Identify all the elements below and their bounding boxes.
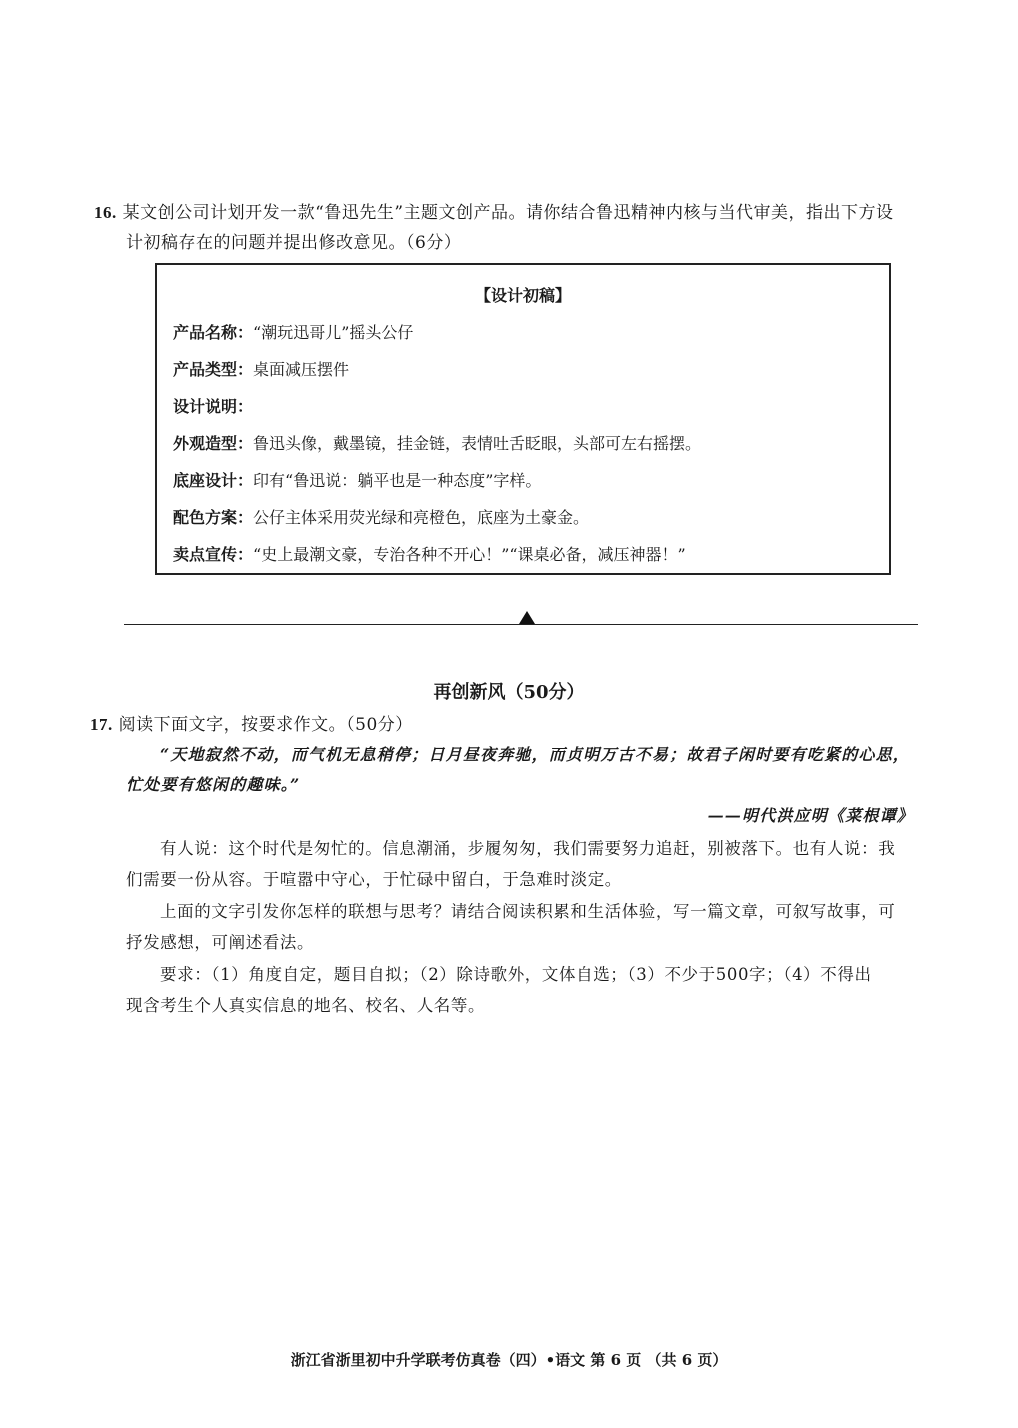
draft-row-color: 配色方案：公仔主体采用荧光绿和亮橙色，底座为土豪金。 [173,508,590,527]
para-2-line-1: 上面的文字引发你怎样的联想与思考？请结合阅读积累和生活体验，写一篇文章，可叙写故事，可 [160,902,896,921]
para-1-line-2: 们需要一份从容。于喧嚣中守心，于忙碌中留白，于急难时淡定。 [126,870,622,889]
section-divider [124,624,918,625]
draft-box [155,263,891,575]
quote-line-2: 忙处要有悠闲的趣味。” [126,775,301,794]
q16-number: 16. [94,203,117,222]
q17-line [90,710,413,735]
section-title: 再创新风（50分） [433,682,585,703]
page-footer: 浙江省浙里初中升学联考仿真卷（四）•语文 第 6 页 （共 6 页） [290,1351,728,1369]
para-3-line-2: 现含考生个人真实信息的地名、校名、人名等。 [126,996,486,1015]
q16-line-1 [94,198,894,223]
para-1-line-1: 有人说：这个时代是匆忙的。信息潮涌，步履匆匆，我们需要努力追赶，别被落下。也有人说：我 [160,839,896,858]
q16-line-2: 计初稿存在的问题并提出修改意见。（6分） [126,233,462,253]
draft-row-appearance: 外观造型：鲁迅头像，戴墨镜，挂金链，表情吐舌眨眼，头部可左右摇摆。 [173,434,702,453]
draft-row-name: 产品名称：“潮玩迅哥儿”摇头公仔 [173,323,414,342]
draft-title: 【设计初稿】 [474,286,571,305]
para-3-line-1: 要求：（1）角度自定，题目自拟；（2）除诗歌外，文体自选；（3）不少于500字；（4）不得出 [160,965,872,984]
quote-source: ——明代洪应明《菜根谭》 [707,806,914,825]
draft-row-type: 产品类型：桌面减压摆件 [173,360,350,379]
draft-row-base: 底座设计：印有“鲁迅说：躺平也是一种态度”字样。 [173,471,542,490]
draft-row-promo: 卖点宣传：“史上最潮文豪，专治各种不开心！”“课桌必备，减压神器！” [173,545,686,564]
quote-line-1: “天地寂然不动，而气机无息稍停；日月昼夜奔驰，而贞明万古不易；故君子闲时要有吃紧的心思， [160,745,911,764]
q17-prompt: 阅读下面文字，按要求作文。（50分） [118,715,413,735]
triangle-marker-icon [519,611,535,624]
q16-text-1: 某文创公司计划开发一款“鲁迅先生”主题文创产品。请你结合鲁迅精神内核与当代审美，指出下方设 [122,203,894,223]
q17-number: 17. [90,715,113,734]
para-2-line-2: 抒发感想，可阐述看法。 [126,933,315,952]
draft-row-desc: 设计说明： [173,397,254,416]
